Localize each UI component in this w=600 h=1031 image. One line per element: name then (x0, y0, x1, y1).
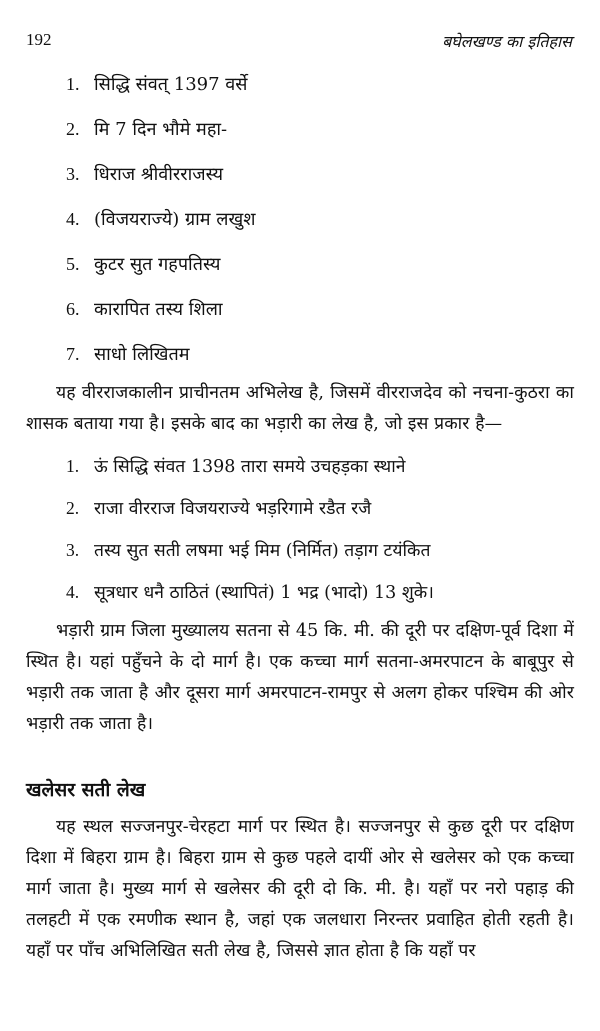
page-header (26, 30, 572, 54)
inscription-line: 3. धिराज श्रीवीरराजस्य (66, 164, 224, 185)
inscription-line: 1. ऊं सिद्धि संवत 1398 तारा समये उचहड़का स्थाने (66, 456, 406, 477)
paragraph-3: यह स्थल सज्जनपुर-चेरहटा मार्ग पर स्थित है। सज्जनपुर से कुछ दूरी पर दक्षिण दिशा में बिहरा ग्राम है। बिहरा ग्राम से कुछ पहले दायीं ओर से खलेसर को एक कच्चा मार्ग जाता है। मुख्य मार्ग से खलेसर की दूरी दो कि. मी. है। यहाँ पर नरो पहाड़ की तलहटी में एक रमणीक स्थान है, जहां एक जलधारा निरन्तर प्रवाहित होती रहती है। यहाँ पर पाँच अभिलिखित सती लेख है, जिससे ज्ञात होता है कि यहाँ पर (26, 817, 574, 961)
inscription-line: 6. कारापित तस्य शिला (66, 299, 223, 320)
inscription-line: 5. कुटर सुत गहपतिस्य (66, 254, 221, 275)
inscription-list-2 (26, 446, 574, 614)
page-content (26, 62, 574, 967)
section-heading: खलेसर सती लेख (26, 779, 146, 801)
running-title: बघेलखण्ड का इतिहास (442, 32, 572, 51)
inscription-line: 3. तस्य सुत सती लषमा भई मिम (निर्मित) तड़ाग टयंकित (66, 540, 431, 561)
paragraph-2: भड़ारी ग्राम जिला मुख्यालय सतना से 45 कि. मी. की दूरी पर दक्षिण-पूर्व दिशा में स्थित है। यहां पहुँचने के दो मार्ग है। एक कच्चा मार्ग सतना-अमरपाटन के बाबूपुर से भड़ारी तक जाता है और दूसरा मार्ग अमरपाटन-रामपुर से अलग होकर पश्चिम की ओर भड़ारी तक जाता है। (26, 621, 574, 734)
inscription-line: 7. साधो लिखितम (66, 344, 190, 365)
inscription-line: 2. मि 7 दिन भौमे महा- (66, 119, 228, 140)
paragraph-1: यह वीरराजकालीन प्राचीनतम अभिलेख है, जिसमें वीरराजदेव को नचना-कुठरा का शासक बताया गया है। इसके बाद का भड़ारी का लेख है, जो इस प्रकार है— (26, 383, 574, 434)
inscription-line: 4. सूत्रधार धनै ठाठितं (स्थापितं) 1 भद्र (भादो) 13 शुके। (66, 582, 434, 603)
inscription-line: 1. सिद्धि संवत् 1397 वर्से (66, 74, 248, 95)
page-number: 192 (26, 30, 52, 49)
inscription-list-1 (26, 62, 574, 377)
inscription-line: 2. राजा वीरराज विजयराज्ये भड़रिगामे रडैत रजै (66, 498, 372, 519)
inscription-line: 4. (विजयराज्ये) ग्राम लखुश (66, 209, 256, 230)
